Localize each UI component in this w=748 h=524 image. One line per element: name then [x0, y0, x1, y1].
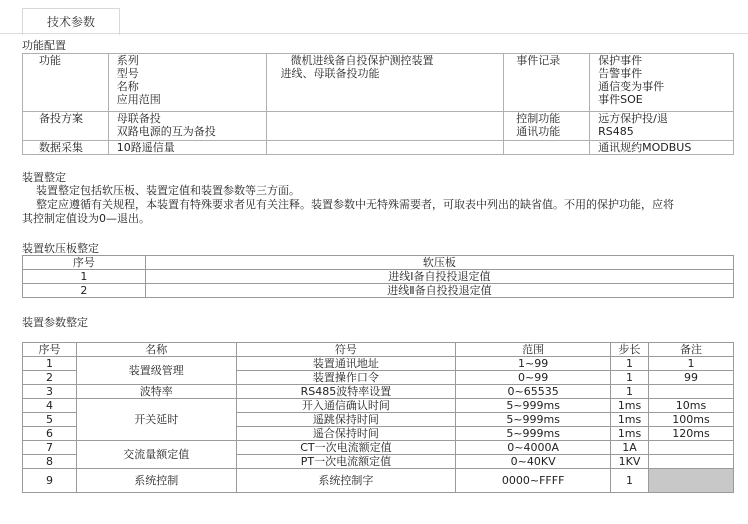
- param-remark-disabled: [649, 469, 734, 493]
- param-range: 0~99: [456, 371, 611, 385]
- param-step: 1ms: [611, 427, 649, 441]
- table-row: [23, 270, 734, 284]
- param-index: 3: [23, 385, 77, 399]
- param-remark: [649, 441, 734, 455]
- param-symbol: RS485波特率设置: [236, 385, 456, 399]
- params-header-symbol: 符号: [236, 343, 456, 357]
- cfg-label-data: 数据采集: [23, 141, 109, 155]
- soft-plate-name: 进线Ⅱ备自投投退定值: [145, 284, 733, 298]
- param-symbol: 遥跳保持时间: [236, 413, 456, 427]
- params-table: [22, 342, 734, 493]
- param-range: 5~999ms: [456, 399, 611, 413]
- param-range: 0~65535: [456, 385, 611, 399]
- param-symbol: PT一次电流额定值: [236, 455, 456, 469]
- param-remark: 100ms: [649, 413, 734, 427]
- param-index: 7: [23, 441, 77, 455]
- params-header-step: 步长: [611, 343, 649, 357]
- section-title-params: 装置参数整定: [22, 316, 88, 329]
- param-group-name: 开关延时: [76, 399, 236, 441]
- table-row: [23, 441, 734, 455]
- table-row: [23, 469, 734, 493]
- param-remark: [649, 385, 734, 399]
- section-title-soft-plate: 装置软压板整定: [22, 242, 99, 255]
- soft-plate-name: 进线Ⅰ备自投投退定值: [145, 270, 733, 284]
- param-index: 1: [23, 357, 77, 371]
- params-header-index: 序号: [23, 343, 77, 357]
- params-header-name: 名称: [76, 343, 236, 357]
- params-header-remark: 备注: [649, 343, 734, 357]
- param-index: 9: [23, 469, 77, 493]
- param-step: 1: [611, 357, 649, 371]
- cfg-items-comm-protocol: 通讯规约MODBUS: [590, 141, 734, 155]
- soft-plate-index: 2: [23, 284, 146, 298]
- param-symbol: 系统控制字: [236, 469, 456, 493]
- param-range: 5~999ms: [456, 427, 611, 441]
- cfg-label-backup: 备投方案: [23, 112, 109, 141]
- param-index: 4: [23, 399, 77, 413]
- soft-plate-header-name: 软压板: [145, 256, 733, 270]
- param-symbol: 装置操作口令: [236, 371, 456, 385]
- tab-divider: [0, 33, 748, 34]
- param-range: 0~40KV: [456, 455, 611, 469]
- cfg-items-data: 10路遥信量: [108, 141, 266, 155]
- param-remark: 10ms: [649, 399, 734, 413]
- param-range: 0~4000A: [456, 441, 611, 455]
- cfg-empty-cell: [504, 141, 590, 155]
- param-range: 1~99: [456, 357, 611, 371]
- param-index: 2: [23, 371, 77, 385]
- param-group-name: 装置级管理: [76, 357, 236, 385]
- param-symbol: 遥合保持时间: [236, 427, 456, 441]
- param-symbol: 装置通讯地址: [236, 357, 456, 371]
- cfg-label-control-comm: 控制功能 通讯功能: [504, 112, 590, 141]
- cfg-label-function: 功能: [23, 54, 109, 112]
- table-row: [23, 385, 734, 399]
- param-step: 1: [611, 469, 649, 493]
- params-header-range: 范围: [456, 343, 611, 357]
- param-remark: [649, 455, 734, 469]
- table-row: [23, 284, 734, 298]
- param-step: 1: [611, 385, 649, 399]
- param-remark: 120ms: [649, 427, 734, 441]
- param-range: 5~999ms: [456, 413, 611, 427]
- setting-line-3: 其控制定值设为0—退出。: [22, 212, 150, 225]
- param-index: 6: [23, 427, 77, 441]
- soft-plate-table: [22, 255, 734, 298]
- table-row: [23, 399, 734, 413]
- param-range: 0000~FFFF: [456, 469, 611, 493]
- param-group-name: 系统控制: [76, 469, 236, 493]
- param-symbol: 开入通信确认时间: [236, 399, 456, 413]
- tab-bar: [0, 0, 748, 34]
- param-group-name: 交流量额定值: [76, 441, 236, 469]
- section-title-function-config: 功能配置: [22, 39, 66, 52]
- param-index: 5: [23, 413, 77, 427]
- param-step: 1ms: [611, 413, 649, 427]
- param-step: 1ms: [611, 399, 649, 413]
- param-step: 1: [611, 371, 649, 385]
- soft-plate-index: 1: [23, 270, 146, 284]
- cfg-items-function: 系列 型号 名称 应用范围: [108, 54, 266, 112]
- param-symbol: CT一次电流额定值: [236, 441, 456, 455]
- setting-line-1: 装置整定包括软压板、装置定值和装置参数等三方面。: [36, 184, 300, 197]
- param-group-name: 波特率: [76, 385, 236, 399]
- cfg-desc-function: 微机进线备自投保护测控装置 进线、母联备投功能: [266, 54, 504, 112]
- setting-line-2: 整定应遵循有关规程，本装置有特殊要求者见有关注释。装置参数中无特殊需要者，可取表中列出的缺省值。不用的保护功能，应将: [36, 198, 674, 211]
- param-step: 1A: [611, 441, 649, 455]
- cfg-items-control-comm: 远方保护投/退 RS485: [590, 112, 734, 141]
- cfg-empty-cell: [266, 141, 504, 155]
- cfg-items-events: 保护事件 告警事件 通信变为事件 事件SOE: [590, 54, 734, 112]
- cfg-label-events: 事件记录: [504, 54, 590, 112]
- function-config-table: [22, 53, 734, 155]
- table-row: [23, 357, 734, 371]
- param-index: 8: [23, 455, 77, 469]
- cfg-empty-cell: [266, 112, 504, 141]
- section-title-setting: 装置整定: [22, 171, 66, 184]
- cfg-items-backup: 母联备投 双路电源的互为备投: [108, 112, 266, 141]
- param-step: 1KV: [611, 455, 649, 469]
- param-remark: 99: [649, 371, 734, 385]
- param-remark: 1: [649, 357, 734, 371]
- tab-tech-params[interactable]: 技术参数: [22, 8, 120, 35]
- setting-text: [22, 184, 738, 226]
- soft-plate-header-index: 序号: [23, 256, 146, 270]
